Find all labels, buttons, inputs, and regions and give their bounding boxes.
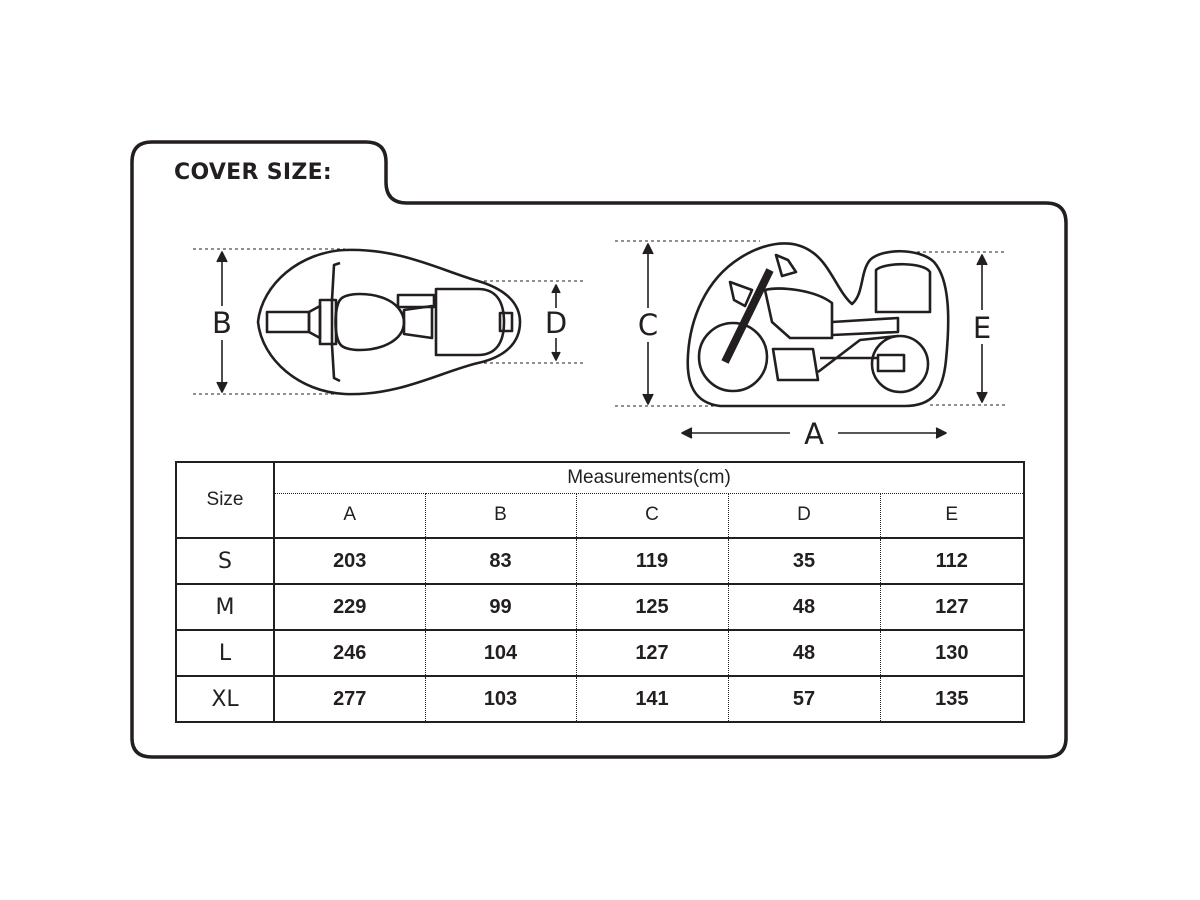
value-cell: 203 (274, 538, 425, 584)
value-cell: 57 (728, 676, 880, 722)
size-table (175, 461, 1025, 723)
value-cell: 99 (425, 584, 576, 630)
value-cell: 229 (274, 584, 425, 630)
value-cell: 125 (576, 584, 728, 630)
table-row (176, 676, 1024, 722)
column-header-d: D (728, 493, 880, 538)
label-c: C (637, 308, 659, 342)
label-a: A (804, 417, 824, 451)
top-view-diagram (193, 249, 584, 394)
seat (436, 289, 504, 355)
value-cell: 130 (880, 630, 1024, 676)
value-cell: 104 (425, 630, 576, 676)
value-cell: 48 (728, 584, 880, 630)
value-cell: 135 (880, 676, 1024, 722)
top-cover-outline (258, 250, 520, 394)
value-cell: 119 (576, 538, 728, 584)
column-header-b: B (425, 493, 576, 538)
value-cell: 112 (880, 538, 1024, 584)
value-cell: 48 (728, 630, 880, 676)
top-case (876, 264, 930, 312)
label-b: B (212, 306, 232, 340)
size-cell: M (176, 584, 274, 630)
column-header-a: A (274, 493, 425, 538)
label-d: D (544, 306, 568, 340)
value-cell: 127 (880, 584, 1024, 630)
table-row (176, 584, 1024, 630)
fuel-tank (336, 294, 405, 350)
column-header-c: C (576, 493, 728, 538)
size-cell: XL (176, 676, 274, 722)
size-header: Size (176, 462, 274, 538)
value-cell: 141 (576, 676, 728, 722)
table-row (176, 630, 1024, 676)
engine (773, 349, 818, 380)
value-cell: 127 (576, 630, 728, 676)
label-e: E (972, 311, 992, 345)
column-header-e: E (880, 493, 1024, 538)
value-cell: 83 (425, 538, 576, 584)
cover-size-title: COVER SIZE: (174, 160, 333, 185)
value-cell: 103 (425, 676, 576, 722)
table-row (176, 538, 1024, 584)
value-cell: 246 (274, 630, 425, 676)
measurements-header: Measurements(cm) (274, 462, 1024, 493)
side-tank (765, 289, 832, 338)
size-cell: L (176, 630, 274, 676)
value-cell: 35 (728, 538, 880, 584)
value-cell: 277 (274, 676, 425, 722)
size-cell: S (176, 538, 274, 584)
side-view-diagram (615, 241, 1005, 438)
